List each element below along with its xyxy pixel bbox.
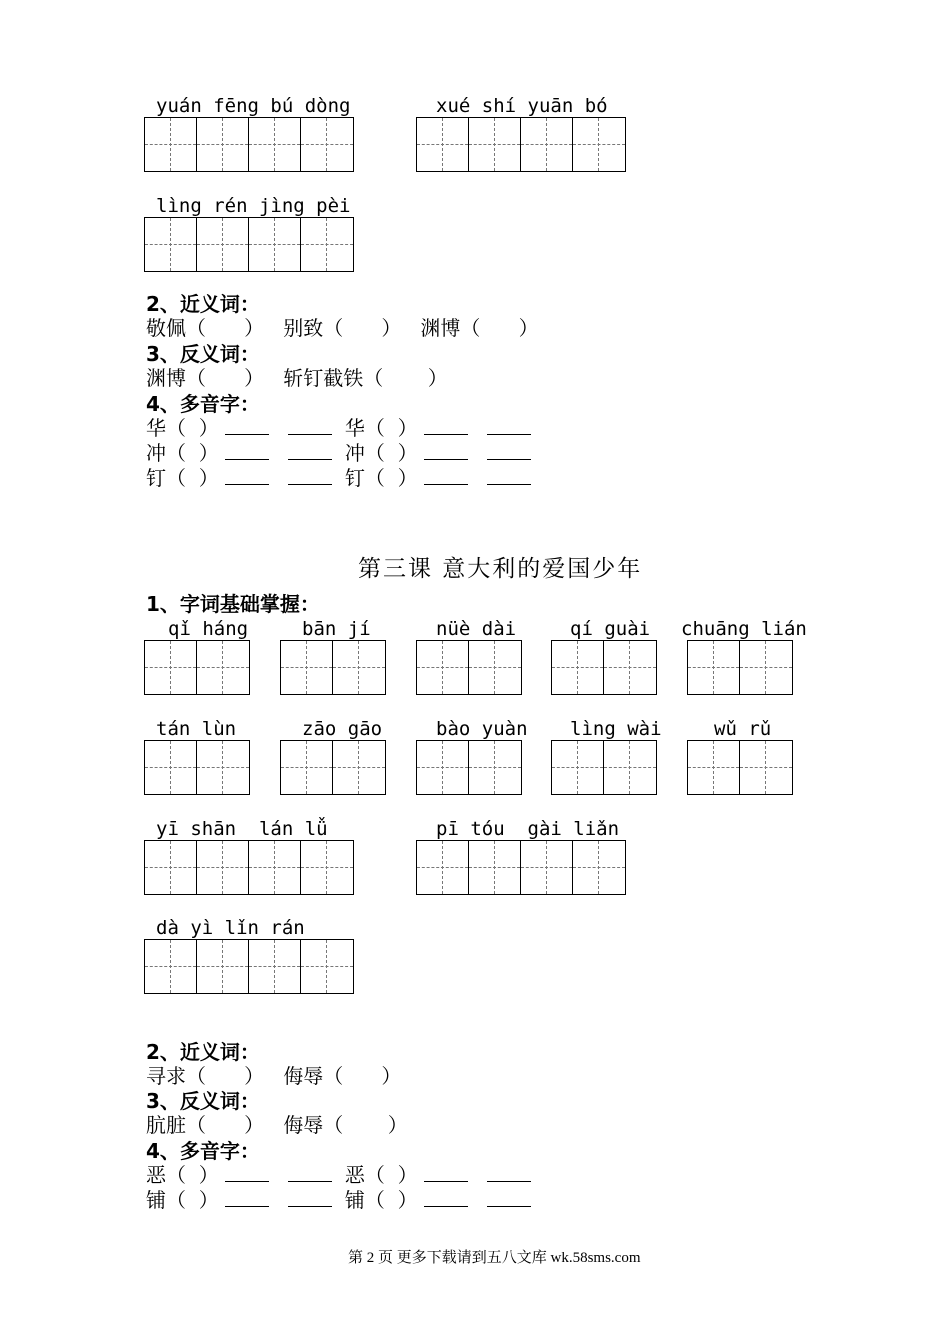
char-grid-2[interactable] (551, 640, 657, 695)
char-grid-2[interactable] (144, 640, 250, 695)
antonym-heading: 3、反义词： (146, 1089, 260, 1113)
polyphone-row: 恶（ ） 恶（ ） (146, 1163, 531, 1188)
char-grid-2[interactable] (551, 740, 657, 795)
basics-heading: 1、字词基础掌握： (146, 592, 320, 616)
char-grid-4[interactable] (144, 117, 354, 172)
char-grid-2[interactable] (416, 640, 522, 695)
pinyin-label: yī shān lán lǚ (156, 818, 328, 840)
char-grid-4[interactable] (144, 840, 354, 895)
pinyin-label: qǐ háng (168, 618, 249, 640)
lesson-title: 第三课 意大利的爱国少年 (358, 556, 643, 582)
pinyin-label: qí guài (570, 618, 651, 640)
char-grid-2[interactable] (280, 640, 386, 695)
synonym-line: 敬佩（ ） 别致（ ） 渊博（ ） (146, 316, 539, 340)
char-grid-2[interactable] (280, 740, 386, 795)
pinyin-label: lìng wài (570, 718, 662, 740)
pinyin-label: chuāng lián (681, 618, 807, 640)
char-grid-2[interactable] (144, 740, 250, 795)
polyphone-heading: 4、多音字： (146, 1139, 260, 1163)
polyphone-row: 铺（ ） 铺（ ） (146, 1188, 531, 1213)
pinyin-label: pī tóu gài liǎn (436, 818, 620, 840)
synonym-heading: 2、近义词： (146, 1040, 260, 1064)
pinyin-label: lìng rén jìng pèi (156, 195, 351, 217)
antonym-line: 渊博（ ） 斩钉截铁（ ） (146, 366, 448, 390)
pinyin-label: xué shí yuān bó (436, 95, 608, 117)
char-grid-4[interactable] (144, 939, 354, 994)
pinyin-label: bào yuàn (436, 718, 528, 740)
pinyin-label: zāo gāo (302, 718, 383, 740)
synonym-heading: 2、近义词： (146, 292, 260, 316)
polyphone-heading: 4、多音字： (146, 392, 260, 416)
pinyin-label: yuán fēng bú dòng (156, 95, 351, 117)
polyphone-row: 冲（ ） 冲（ ） (146, 441, 531, 466)
polyphone-row: 钉（ ） 钉（ ） (146, 466, 531, 491)
pinyin-label: bān jí (302, 618, 371, 640)
pinyin-label: tán lùn (156, 718, 237, 740)
pinyin-label: dà yì lǐn rán (156, 917, 305, 939)
char-grid-2[interactable] (687, 640, 793, 695)
polyphone-row: 华（ ） 华（ ） (146, 416, 531, 441)
synonym-line: 寻求（ ） 侮辱（ ） (146, 1064, 402, 1088)
pinyin-label: wǔ rǔ (714, 718, 772, 740)
char-grid-4[interactable] (144, 217, 354, 272)
char-grid-2[interactable] (416, 740, 522, 795)
page-footer: 第 2 页 更多下载请到五八文库 wk.58sms.com (348, 1250, 641, 1266)
antonym-heading: 3、反义词： (146, 342, 260, 366)
char-grid-4[interactable] (416, 117, 626, 172)
char-grid-2[interactable] (687, 740, 793, 795)
antonym-line: 肮脏（ ） 侮辱（ ） (146, 1113, 408, 1137)
pinyin-label: nüè dài (436, 618, 517, 640)
char-grid-4[interactable] (416, 840, 626, 895)
